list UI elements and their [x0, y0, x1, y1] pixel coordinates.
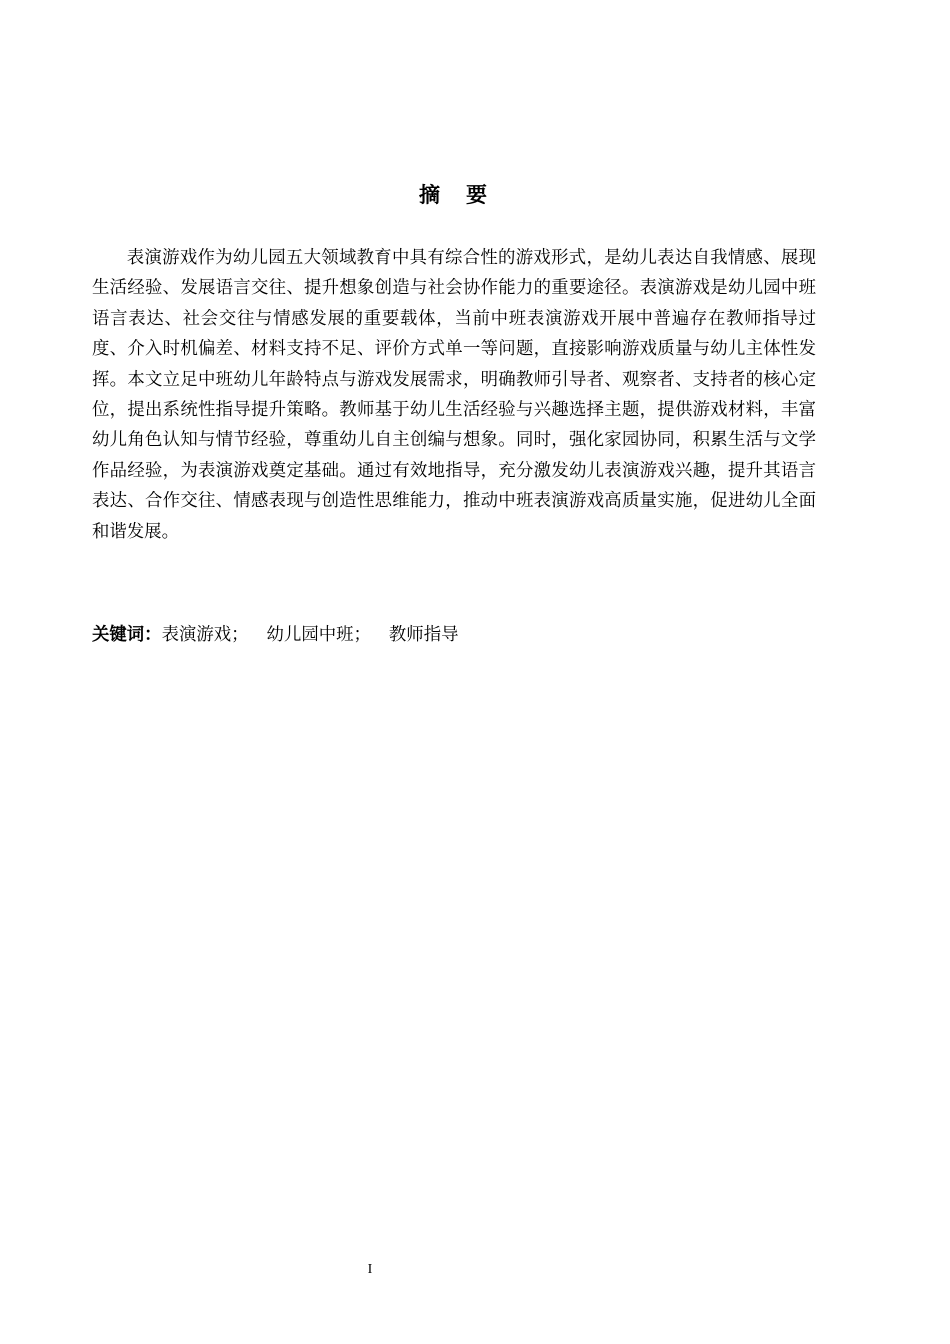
- abstract-title: [0, 180, 906, 210]
- keyword-item: 教师指导: [388, 625, 459, 645]
- abstract-title-char-2: 要: [466, 183, 487, 207]
- abstract-title-char-1: 摘: [419, 183, 440, 207]
- abstract-body: 表演游戏作为幼儿园五大领域教育中具有综合性的游戏形式，是幼儿表达自我情感、展现生活经验、发展语言交往、提升想象创造与社会协作能力的重要途径。表演游戏是幼儿园中班语言表达、社会交往与情感发展的重要载体，当前中班表演游戏开展中普遍存在教师指导过度、介入时机偏差、材料支持不足、评价方式单一等问题，直接影响游戏质量与幼儿主体性发挥。本文立足中班幼儿年龄特点与游戏发展需求，明确教师引导者、观察者、支持者的核心定位，提出系统性指导提升策略。教师基于幼儿生活经验与兴趣选择主题，提供游戏材料，丰富幼儿角色认知与情节经验，尊重幼儿自主创编与想象。同时，强化家园协同，积累生活与文学作品经验，为表演游戏奠定基础。通过有效地指导，充分激发幼儿表演游戏兴趣，提升其语言表达、合作交往、情感表现与创造性思维能力，推动中班表演游戏高质量实施，促进幼儿全面和谐发展。: [92, 248, 816, 542]
- keyword-item: 幼儿园中班；: [266, 625, 371, 645]
- keywords-line: [92, 620, 816, 650]
- page-number: I: [367, 1262, 373, 1277]
- keyword-item: 表演游戏；: [161, 625, 249, 645]
- keywords-label: 关键词：: [92, 625, 162, 645]
